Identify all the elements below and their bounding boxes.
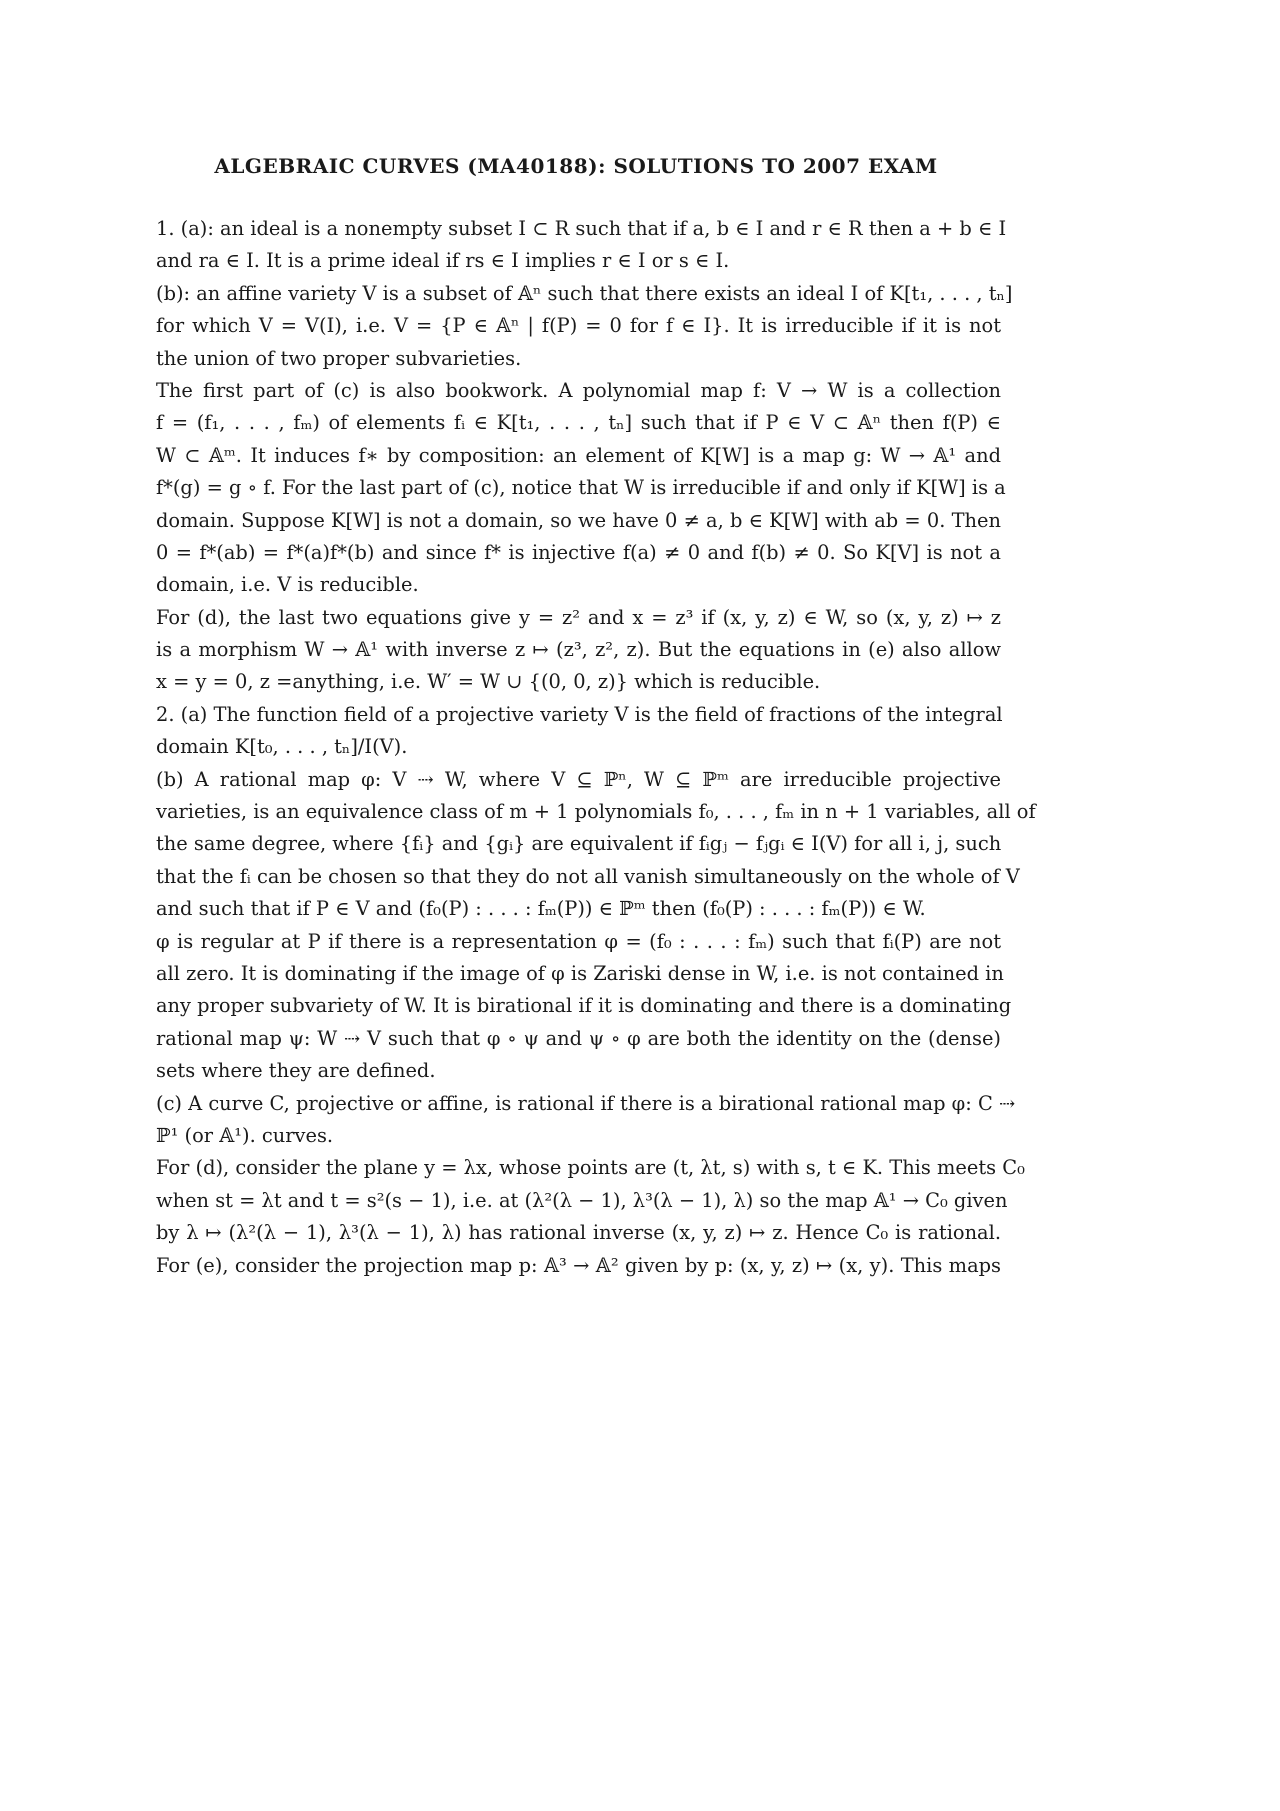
text-line: is a morphism W → 𝔸¹ with inverse z ↦ (z³, z², z). But the equations in (e) also allow: [156, 638, 1001, 662]
text-line: (c) A curve C, projective or affine, is rational if there is a birational rational map φ: C ⇢: [156, 1091, 1016, 1115]
document-body: [156, 213, 1036, 1282]
text-line: φ is regular at P if there is a representation φ = (f₀ : . . . : fₘ) such that fᵢ(P) are not: [156, 929, 1001, 953]
text-line: and ra ∈ I. It is a prime ideal if rs ∈ I implies r ∈ I or s ∈ I.: [156, 249, 730, 273]
text-line: varieties, is an equivalence class of m + 1 polynomials f₀, . . . , fₘ in n + 1 variables, all of: [156, 800, 1036, 824]
text-line: when st = λt and t = s²(s − 1), i.e. at (λ²(λ − 1), λ³(λ − 1), λ) so the map 𝔸¹ → C₀ given: [156, 1188, 1008, 1212]
text-line: all zero. It is dominating if the image of φ is Zariski dense in W, i.e. is not contained in: [156, 961, 1004, 985]
text-line: For (d), the last two equations give y = z² and x = z³ if (x, y, z) ∈ W, so (x, y, z) ↦ z: [156, 605, 1001, 629]
text-line: 2. (a) The function field of a projective variety V is the field of fractions of the integral: [156, 702, 1003, 726]
text-line: the same degree, where {fᵢ} and {gᵢ} are equivalent if fᵢgⱼ − fⱼgᵢ ∈ I(V) for all i, j, such: [156, 832, 1002, 856]
text-line: For (d), consider the plane y = λx, whose points are (t, λt, s) with s, t ∈ K. This meets C₀: [156, 1156, 1025, 1180]
document-title: ALGEBRAIC CURVES (MA40188): SOLUTIONS TO 2007 EXAM: [214, 154, 938, 178]
text-line: ℙ¹ (or 𝔸¹). curves.: [156, 1123, 334, 1147]
text-line: domain, i.e. V is reducible.: [156, 573, 419, 597]
text-line: The first part of (c) is also bookwork. A polynomial map f: V → W is a collection: [156, 378, 1001, 402]
text-line: x = y = 0, z =anything, i.e. W′ = W ∪ {(0, 0, z)} which is reducible.: [156, 670, 821, 694]
text-line: f = (f₁, . . . , fₘ) of elements fᵢ ∈ K[t₁, . . . , tₙ] such that if P ∈ V ⊂ 𝔸ⁿ then f(P) ∈: [156, 411, 1001, 435]
text-line: the union of two proper subvarieties.: [156, 346, 522, 370]
text-line: and such that if P ∈ V and (f₀(P) : . . . : fₘ(P)) ∈ ℙᵐ then (f₀(P) : . . . : fₘ(P)) ∈ W.: [156, 897, 926, 921]
text-line: For (e), consider the projection map p: 𝔸³ → 𝔸² given by p: (x, y, z) ↦ (x, y). This maps: [156, 1253, 1001, 1277]
text-line: that the fᵢ can be chosen so that they do not all vanish simultaneously on the whole of V: [156, 864, 1020, 888]
text-line: W ⊂ 𝔸ᵐ. It induces f∗ by composition: an element of K[W] is a map g: W → 𝔸¹ and: [156, 443, 1001, 467]
text-line: 0 = f*(ab) = f*(a)f*(b) and since f* is injective f(a) ≠ 0 and f(b) ≠ 0. So K[V] is not a: [156, 540, 1001, 564]
text-line: 1. (a): an ideal is a nonempty subset I ⊂ R such that if a, b ∈ I and r ∈ R then a + b ∈ I: [156, 217, 1007, 240]
text-line: by λ ↦ (λ²(λ − 1), λ³(λ − 1), λ) has rational inverse (x, y, z) ↦ z. Hence C₀ is rational.: [156, 1221, 1001, 1245]
text-line: (b): an affine variety V is a subset of 𝔸ⁿ such that there exists an ideal I of K[t₁, . . . , tₙ]: [156, 281, 1013, 305]
text-line: f*(g) = g ∘ f. For the last part of (c), notice that W is irreducible if and only if K[W] is a: [156, 476, 1006, 500]
text-line: rational map ψ: W ⇢ V such that φ ∘ ψ and ψ ∘ φ are both the identity on the (dense): [156, 1026, 1001, 1050]
text-line: for which V = V(I), i.e. V = {P ∈ 𝔸ⁿ | f(P) = 0 for f ∈ I}. It is irreducible if it is not: [156, 314, 1001, 338]
text-line: (b) A rational map φ: V ⇢ W, where V ⊆ ℙⁿ, W ⊆ ℙᵐ are irreducible projective: [156, 767, 1001, 791]
text-line: any proper subvariety of W. It is birational if it is dominating and there is a dominating: [156, 994, 1012, 1018]
text-line: domain K[t₀, . . . , tₙ]/I(V).: [156, 735, 408, 759]
text-line: domain. Suppose K[W] is not a domain, so we have 0 ≠ a, b ∈ K[W] with ab = 0. Then: [156, 508, 1001, 532]
text-line: sets where they are defined.: [156, 1059, 436, 1083]
